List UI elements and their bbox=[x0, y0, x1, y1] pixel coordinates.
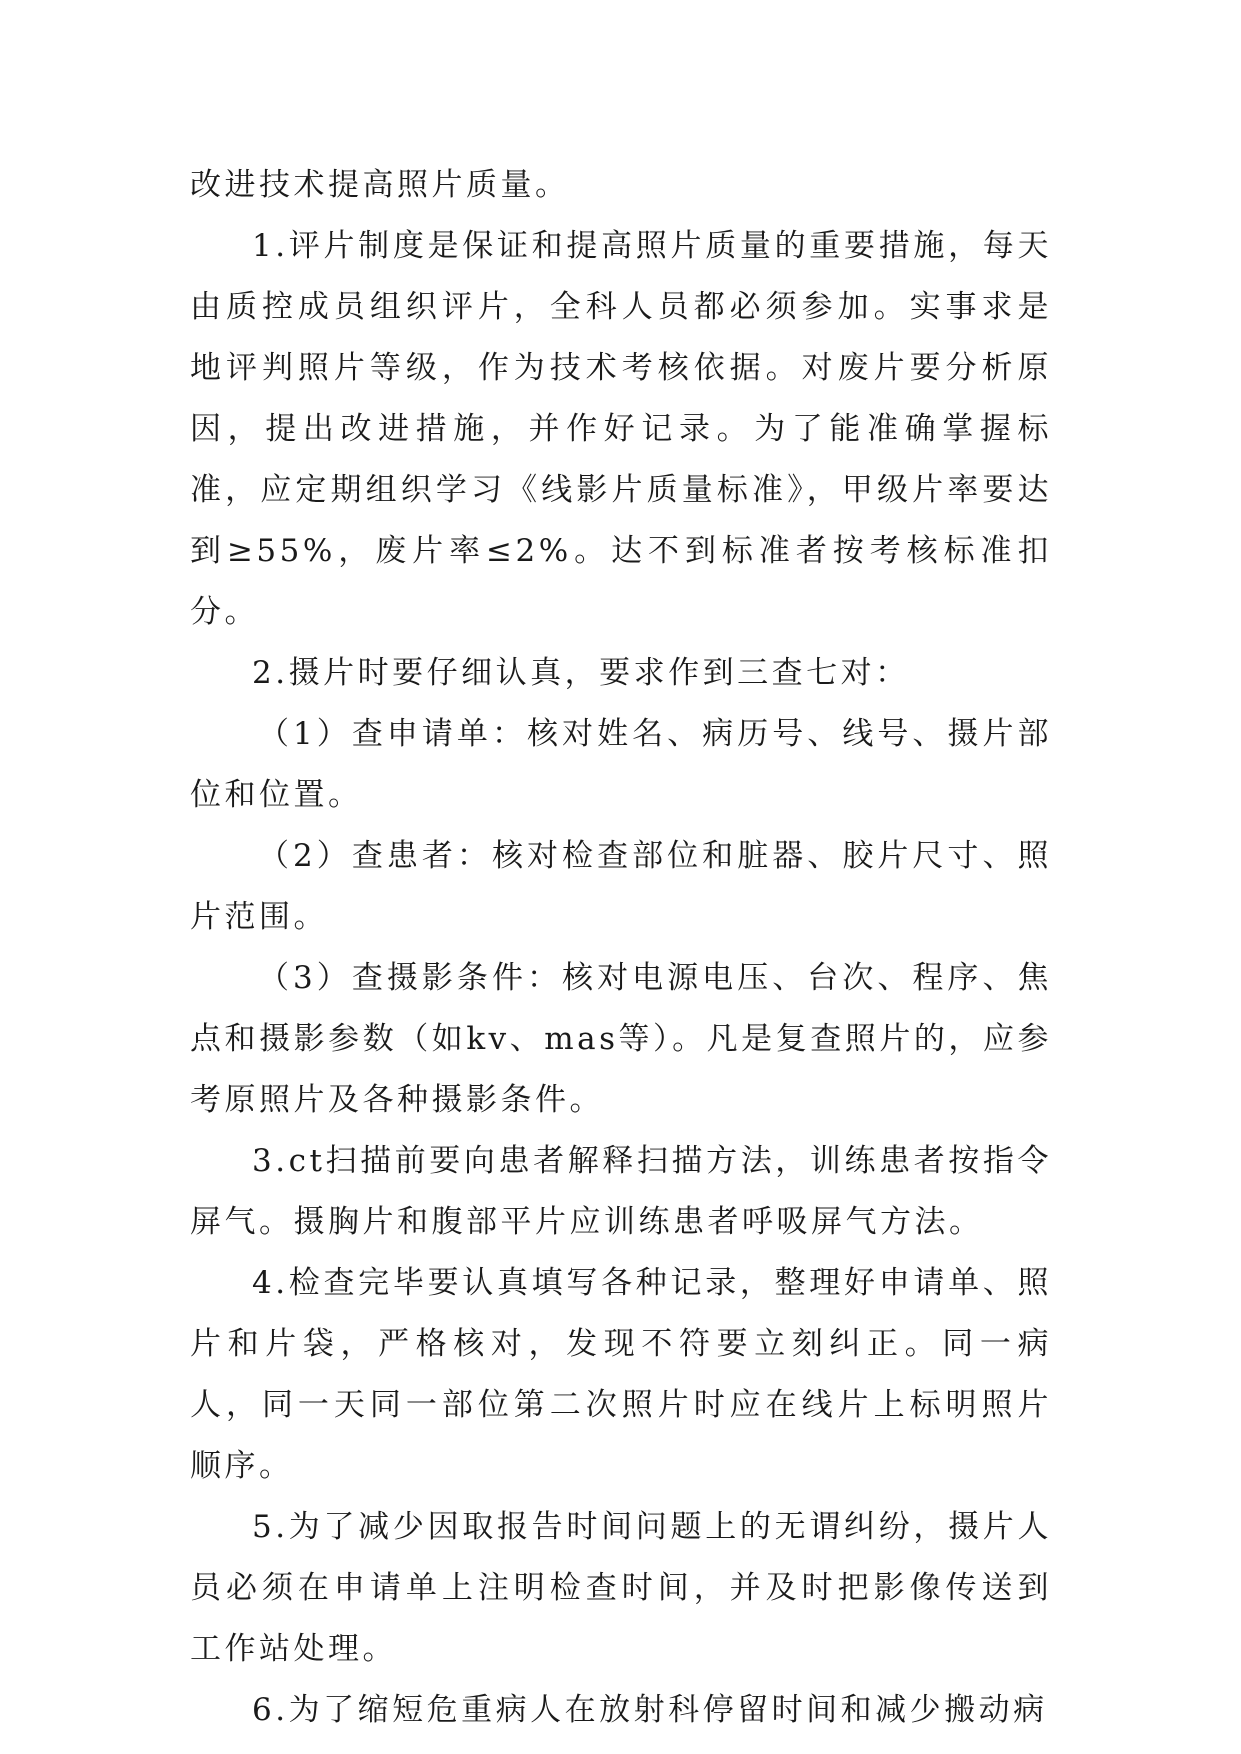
paragraph-subitem-3: （3）查摄影条件：核对电源电压、台次、程序、焦点和摄影参数（如kv、mas等）。凡是复查照片的，应参考原照片及各种摄影条件。 bbox=[190, 960, 1052, 1118]
paragraph-item-1: 1.评片制度是保证和提高照片质量的重要措施，每天由质控成员组织评片，全科人员都必须参加。实事求是地评判照片等级，作为技术考核依据。对废片要分析原因，提出改进措施，并作好记录。为了能准确掌握标准，应定期组织学习《线影片质量标准》，甲级片率要达到≥55%，废片率≤2%。达不到标准者按考核标准扣分。 bbox=[190, 228, 1052, 630]
paragraph-subitem-1: （1）查申请单：核对姓名、病历号、线号、摄片部位和位置。 bbox=[190, 716, 1052, 813]
paragraph-item-3: 3.ct扫描前要向患者解释扫描方法，训练患者按指令屏气。摄胸片和腹部平片应训练患者呼吸屏气方法。 bbox=[190, 1143, 1052, 1240]
paragraph-item-2: 2.摄片时要仔细认真，要求作到三查七对： bbox=[252, 655, 910, 691]
paragraph-item-4: 4.检查完毕要认真填写各种记录，整理好申请单、照片和片袋，严格核对，发现不符要立刻纠正。同一病人，同一天同一部位第二次照片时应在线片上标明照片顺序。 bbox=[190, 1265, 1052, 1484]
paragraph-item-6: 6.为了缩短危重病人在放射科停留时间和减少搬动病 bbox=[252, 1692, 1048, 1728]
paragraph-continuation: 改进技术提高照片质量。 bbox=[190, 167, 570, 203]
paragraph-subitem-2: （2）查患者：核对检查部位和脏器、胶片尺寸、照片范围。 bbox=[190, 838, 1052, 935]
paragraph-item-5: 5.为了减少因取报告时间问题上的无谓纠纷，摄片人员必须在申请单上注明检查时间，并及时把影像传送到工作站处理。 bbox=[190, 1509, 1052, 1667]
document-body bbox=[190, 155, 1052, 1741]
